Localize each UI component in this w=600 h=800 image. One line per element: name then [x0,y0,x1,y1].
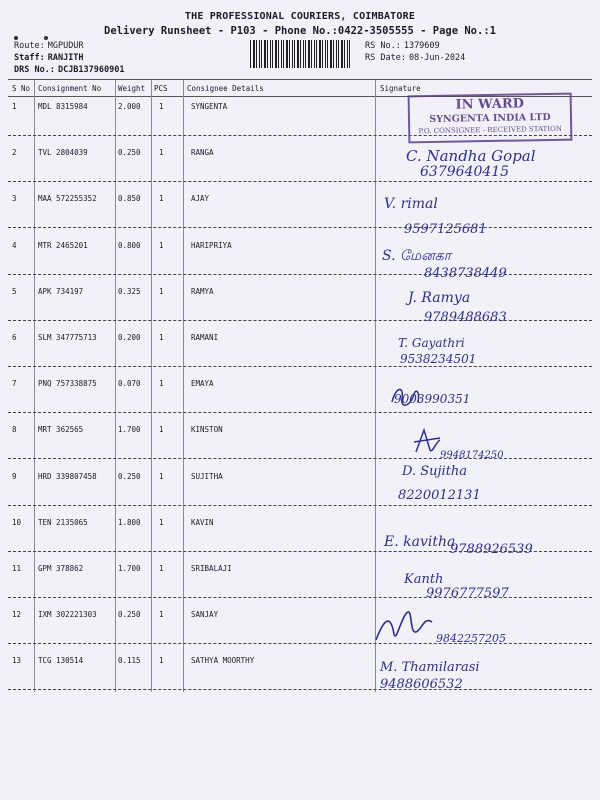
cell-pcs: 1 [159,148,164,158]
cell-consignment-no: APK 734197 [38,286,84,296]
cell-consignment-no: MTR 2465201 [38,240,88,250]
row-separator [8,181,592,182]
cell-pcs: 1 [159,471,164,481]
staff-field: Staff: RANJITH [14,53,84,63]
cell-consignment-no: HRD 339807458 [38,471,97,481]
inward-stamp: IN WARD SYNGENTA INDIA LTD P.O. CONSIGNEE - RECEIVED STATION [408,93,573,144]
col-header-weight: Weight [118,84,146,93]
row-separator [8,505,592,506]
cell-consignee: AJAY [191,194,210,204]
cell-sno: 5 [12,286,17,296]
cell-consignee: SANJAY [191,610,219,620]
handwritten-phone: 9538234501 [400,352,477,366]
handwritten-phone: 9788926539 [450,542,533,557]
cell-sno: 12 [12,610,22,620]
cell-sno: 6 [12,333,17,342]
signature-scribble [410,426,444,456]
column-divider [183,80,184,692]
cell-consignee: SATHYA MOORTHY [191,656,255,666]
column-divider [34,80,35,692]
corner-dot [44,36,48,40]
col-header-consignee: Consignee Details [187,84,264,93]
cell-weight: 0.850 [118,194,141,204]
handwritten-name: C. Nandha Gopal [406,147,536,165]
handwritten-name: S. மேனகா [382,248,452,264]
cell-sno: 8 [12,425,17,435]
signature-scribble [388,384,424,414]
cell-pcs: 1 [159,240,164,250]
cell-pcs: 1 [159,194,164,204]
cell-consignment-no: MRT 362565 [38,425,84,435]
handwritten-phone: 9976777597 [426,586,509,601]
cell-consignment-no: GPM 378862 [38,564,84,573]
cell-weight: 0.250 [118,148,141,158]
cell-pcs: 1 [159,333,164,342]
handwritten-phone: 6379640415 [420,164,510,180]
cell-pcs: 1 [159,379,164,389]
cell-sno: 13 [12,656,22,666]
handwritten-phone: 8438738449 [424,266,507,281]
cell-weight: 0.070 [118,379,141,389]
barcode [250,40,350,68]
cell-weight: 1.700 [118,425,141,435]
cell-sno: 9 [12,471,17,481]
cell-sno: 7 [12,379,17,389]
cell-pcs: 1 [159,656,164,666]
cell-consignee: KINSTON [191,425,223,435]
corner-dot [14,36,18,40]
cell-weight: 1.800 [118,517,141,527]
cell-consignee: RAMANI [191,333,219,342]
cell-consignment-no: TVL 2804039 [38,148,88,158]
handwritten-signature: 9003990351 [394,392,471,406]
cell-consignment-no: TCG 130514 [38,656,84,666]
rs-number-field: RS No.: 1379609 [365,41,440,51]
cell-consignment-no: TEN 2135065 [38,517,88,527]
cell-consignee: EMAYA [191,379,214,389]
cell-weight: 0.200 [118,333,141,342]
cell-weight: 0.800 [118,240,141,250]
handwritten-name: V. rimal [384,196,438,212]
cell-consignment-no: MDL 8315984 [38,102,88,111]
row-separator [8,227,592,228]
cell-consignment-no: MAA 572255352 [38,194,97,204]
cell-consignment-no: SLM 347775713 [38,333,97,342]
cell-sno: 2 [12,148,17,158]
cell-weight: 1.700 [118,564,141,573]
cell-pcs: 1 [159,610,164,620]
cell-consignee: HARIPRIYA [191,240,232,250]
cell-consignee: SYNGENTA [191,102,228,111]
column-divider [375,80,376,692]
handwritten-name: E. kavitha [384,534,456,550]
drs-field: DRS No.: DCJB137960901 [14,65,125,75]
cell-pcs: 1 [159,517,164,527]
cell-weight: 0.250 [118,610,141,620]
cell-consignment-no: PNQ 757338875 [38,379,97,389]
handwritten-phone: 9488606532 [380,677,463,692]
cell-weight: 0.250 [118,471,141,481]
cell-sno: 1 [12,102,17,111]
route-field: Route: MGPUDUR [14,41,84,51]
cell-sno: 4 [12,240,17,250]
column-divider [115,80,116,692]
rs-date-field: RS Date: 08-Jun-2024 [365,53,466,63]
col-header-pcs: PCS [154,84,168,93]
cell-consignment-no: IXM 302221303 [38,610,97,620]
row-separator [8,458,592,459]
cell-weight: 0.325 [118,286,141,296]
cell-pcs: 1 [159,102,164,111]
col-header-sno: S No [12,84,31,93]
handwritten-phone: 9948174250 [440,450,504,461]
cell-consignee: SUJITHA [191,471,223,481]
cell-weight: 0.115 [118,656,141,666]
header-top-rule [8,79,592,80]
company-title: THE PROFESSIONAL COURIERS, COIMBATORE [184,11,416,22]
cell-pcs: 1 [159,564,164,573]
cell-sno: 10 [12,517,22,527]
handwritten-name: T. Gayathri [398,336,465,350]
signature-scribble [372,604,436,646]
cell-consignee: RANGA [191,148,214,158]
cell-consignee: KAVIN [191,517,214,527]
handwritten-phone: 9597125681 [404,222,487,237]
row-separator [8,366,592,367]
column-divider [151,80,152,692]
col-header-consignment: Consignment No [38,84,102,93]
handwritten-phone: 9789488683 [424,310,507,325]
cell-sno: 11 [12,564,22,573]
handwritten-phone: 8220012131 [398,488,481,503]
handwritten-name: J. Ramya [408,290,471,306]
cell-pcs: 1 [159,425,164,435]
cell-sno: 3 [12,194,17,204]
cell-weight: 2.000 [118,102,141,111]
handwritten-phone: 9842257205 [436,632,506,645]
row-separator [8,412,592,413]
handwritten-name: D. Sujitha [402,464,468,479]
handwritten-name: Kanth [404,572,444,587]
cell-pcs: 1 [159,286,164,296]
cell-consignee: SRIBALAJI [191,564,232,573]
col-header-signature: Signature [380,84,421,93]
runsheet-title: Delivery Runsheet - P103 - Phone No.:0422-3505555 - Page No.:1 [104,25,496,37]
cell-consignee: RAMYA [191,286,214,296]
row-separator [8,689,592,690]
handwritten-name: M. Thamilarasi [380,660,480,675]
